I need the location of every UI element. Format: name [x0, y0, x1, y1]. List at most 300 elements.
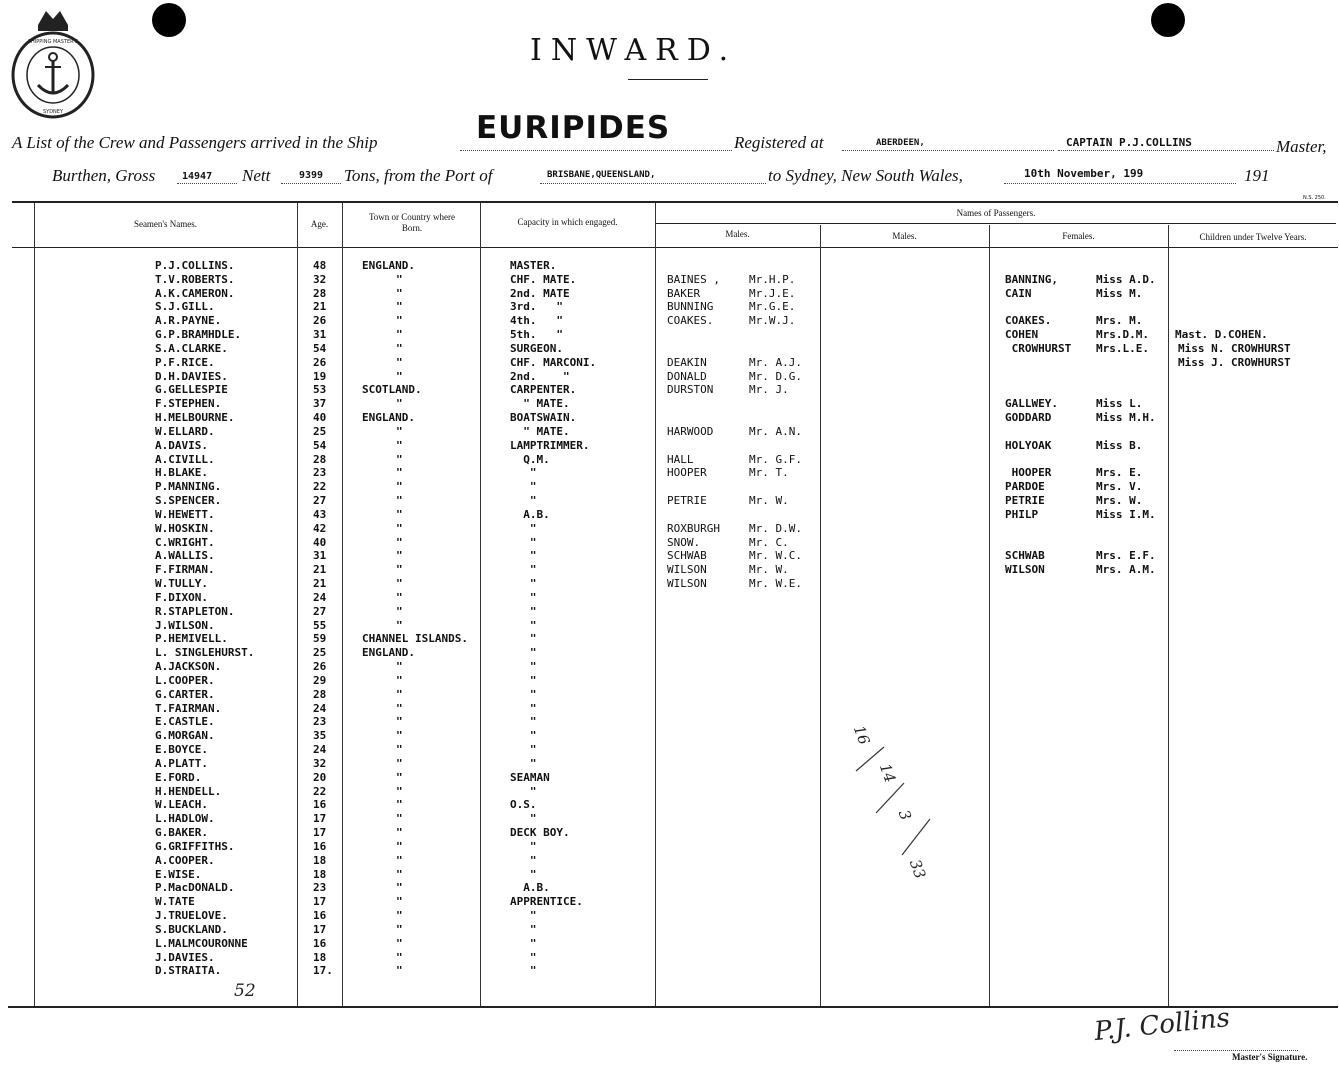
seaman-capacity: 4th. " — [510, 314, 563, 328]
tally-strokes — [850, 735, 940, 865]
seaman-capacity: " — [510, 535, 537, 549]
rule-males1 — [655, 203, 656, 1006]
male-passenger-surname: DEAKIN — [667, 355, 707, 369]
female-passenger-title: Mrs.D.M. — [1096, 328, 1149, 342]
female-passenger-surname: COHEN — [1005, 328, 1039, 342]
seaman-age: 24 — [313, 743, 327, 757]
seaman-age: 27 — [313, 604, 327, 618]
female-passenger-surname: HOOPER — [1005, 466, 1052, 480]
seaman-capacity: " — [510, 743, 537, 757]
male-passenger-title: Mr. C. — [749, 535, 789, 549]
seaman-age: 25 — [313, 646, 327, 660]
male-passenger-title: Mr. W. — [749, 494, 789, 508]
male-passenger-title: Mr.G.E. — [749, 300, 796, 314]
seaman-age: 19 — [313, 369, 327, 383]
seaman-name: C.WRIGHT. — [155, 535, 215, 549]
seaman-capacity: SURGEON. — [510, 341, 563, 355]
seaman-capacity: " — [510, 673, 537, 687]
seaman-name: P.MacDONALD. — [155, 881, 235, 895]
female-passenger-title: Miss M. — [1096, 286, 1143, 300]
seaman-name: E.BOYCE. — [155, 743, 208, 757]
seaman-age: 16 — [313, 839, 327, 853]
seaman-capacity: CHF. MATE. — [510, 272, 577, 286]
seaman-birthplace: " — [396, 452, 403, 466]
seaman-birthplace: " — [396, 397, 403, 411]
title-ornament — [628, 79, 708, 80]
seaman-name: S.J.GILL. — [155, 300, 215, 314]
seaman-birthplace: " — [396, 300, 403, 314]
seaman-birthplace: " — [396, 286, 403, 300]
seaman-birthplace: " — [396, 895, 403, 909]
nett-underline — [281, 183, 341, 184]
seaman-birthplace: " — [396, 881, 403, 895]
seaman-name: S.A.CLARKE. — [155, 341, 228, 355]
rule-males2 — [820, 225, 821, 1006]
gross-tonnage: 14947 — [182, 171, 213, 182]
port-underline — [540, 183, 766, 184]
male-passenger-surname: SCHWAB — [667, 549, 707, 563]
seaman-birthplace: " — [396, 535, 403, 549]
male-passenger-surname: ROXBURGH — [667, 521, 720, 535]
rule-females — [989, 225, 990, 1006]
seaman-name: R.STAPLETON. — [155, 604, 235, 618]
seaman-birthplace: " — [396, 798, 403, 812]
male-passenger-surname: HALL — [667, 452, 694, 466]
seaman-capacity: " — [510, 922, 537, 936]
seaman-capacity: " — [510, 494, 537, 508]
seaman-capacity: " — [510, 521, 537, 535]
seaman-name: W.TATE — [155, 895, 195, 909]
seaman-age: 22 — [313, 784, 327, 798]
seaman-capacity: " — [510, 660, 537, 674]
seaman-name: A.JACKSON. — [155, 660, 222, 674]
col-header-born: Town or Country where Born. — [368, 212, 456, 233]
seaman-birthplace: " — [396, 909, 403, 922]
male-passenger-title: Mr.J.E. — [749, 286, 796, 300]
seaman-capacity: " — [510, 549, 537, 563]
seaman-birthplace: " — [396, 701, 403, 715]
seaman-name: P.HEMIVELL. — [155, 632, 228, 646]
seaman-birthplace: " — [396, 272, 403, 286]
seaman-capacity: SEAMAN — [510, 770, 550, 784]
male-passenger-title: Mr.W.J. — [749, 314, 796, 328]
seaman-age: 18 — [313, 950, 327, 964]
seaman-age: 28 — [313, 452, 327, 466]
seaman-capacity: " — [510, 950, 537, 964]
seaman-age: 16 — [313, 909, 327, 922]
female-passenger-surname: CROWHURST — [1005, 341, 1072, 355]
seaman-birthplace: " — [396, 853, 403, 867]
seaman-capacity: " — [510, 687, 537, 701]
male-passenger-title: Mr. D.W. — [749, 521, 802, 535]
registered-port: ABERDEEN, — [876, 138, 925, 148]
female-passenger-title: Miss B. — [1096, 438, 1143, 452]
seaman-birthplace: " — [396, 729, 403, 743]
male-passenger-surname: HOOPER — [667, 466, 707, 480]
seaman-birthplace: " — [396, 604, 403, 618]
seaman-age: 40 — [313, 535, 327, 549]
seaman-name: F.FIRMAN. — [155, 563, 215, 577]
seaman-capacity: " — [510, 480, 537, 494]
seaman-capacity: APPRENTICE. — [510, 895, 583, 909]
seaman-capacity: 2nd. MATE — [510, 286, 570, 300]
seaman-age: 26 — [313, 314, 327, 328]
seaman-name: P.F.RICE. — [155, 355, 215, 369]
female-passenger-surname: PETRIE — [1005, 494, 1045, 508]
seaman-birthplace: " — [396, 549, 403, 563]
seaman-age: 32 — [313, 272, 327, 286]
female-passenger-title: Mrs. E.F. — [1096, 549, 1156, 563]
seaman-capacity: " — [510, 867, 537, 881]
master-label: Master, — [1276, 137, 1327, 156]
seaman-age: 35 — [313, 729, 327, 743]
svg-text:SHIPPING MASTER'S: SHIPPING MASTER'S — [27, 39, 79, 45]
seaman-name: J.DAVIES. — [155, 950, 215, 964]
col-header-passengers: Names of Passengers. — [956, 208, 1036, 218]
seaman-name: L.HADLOW. — [155, 812, 215, 826]
seaman-name: G.BAKER. — [155, 826, 208, 840]
male-passenger-surname: HARWOOD — [667, 424, 714, 438]
child-passenger: Miss N. CROWHURST — [1178, 341, 1291, 355]
male-passenger-surname: PETRIE — [667, 494, 707, 508]
male-passenger-surname: WILSON — [667, 577, 707, 591]
seaman-capacity: " — [510, 701, 537, 715]
punch-hole-left — [152, 3, 186, 37]
destination-label: to Sydney, New South Wales, — [768, 166, 963, 185]
seaman-name: W.TULLY. — [155, 577, 208, 591]
seaman-birthplace: " — [396, 618, 403, 632]
seaman-birthplace: " — [396, 936, 403, 950]
seaman-age: 23 — [313, 881, 327, 895]
male-passenger-title: Mr. W.E. — [749, 577, 802, 591]
seaman-birthplace: " — [396, 314, 403, 328]
date-underline — [1004, 183, 1236, 184]
seaman-name: A.DAVIS. — [155, 438, 208, 452]
seaman-birthplace: " — [396, 590, 403, 604]
seaman-capacity: A.B. — [510, 881, 550, 895]
female-passenger-title: Mrs. A.M. — [1096, 563, 1156, 577]
col-header-females: Females. — [1062, 231, 1095, 241]
female-passenger-title: Mrs. W. — [1096, 494, 1143, 508]
seaman-name: W.LEACH. — [155, 798, 208, 812]
male-passenger-title: Mr. T. — [749, 466, 789, 480]
seaman-age: 23 — [313, 466, 327, 480]
seaman-name: W.HEWETT. — [155, 507, 215, 521]
seaman-age: 17 — [313, 895, 327, 909]
child-passenger: Mast. D.COHEN. — [1175, 328, 1268, 342]
seaman-capacity: Q.M. — [510, 452, 550, 466]
seaman-birthplace: " — [396, 328, 403, 342]
seaman-name: A.R.PAYNE. — [155, 314, 222, 328]
seaman-birthplace: ENGLAND. — [362, 259, 415, 272]
seaman-name: W.HOSKIN. — [155, 521, 215, 535]
male-passenger-title: Mr. D.G. — [749, 369, 802, 383]
table-top-rule — [12, 201, 1338, 203]
seaman-capacity: BOATSWAIN. — [510, 411, 577, 425]
seaman-name: P.MANNING. — [155, 480, 222, 494]
seaman-capacity: CARPENTER. — [510, 383, 577, 397]
seaman-age: 59 — [313, 632, 327, 646]
seaman-capacity: " — [510, 715, 537, 729]
captain-underline — [1058, 150, 1274, 151]
seaman-name: G.GELLESPIE — [155, 383, 228, 397]
seaman-capacity: " MATE. — [510, 397, 570, 411]
seaman-birthplace: " — [396, 480, 403, 494]
seaman-birthplace: " — [396, 438, 403, 452]
seaman-birthplace: " — [396, 743, 403, 757]
signature-label: Master's Signature. — [1232, 1052, 1308, 1062]
registered-label: Registered at — [734, 133, 824, 152]
seaman-capacity: O.S. — [510, 798, 537, 812]
col-header-capacity: Capacity in which engaged. — [517, 217, 618, 227]
seaman-birthplace: " — [396, 355, 403, 369]
seaman-age: 27 — [313, 494, 327, 508]
male-passenger-surname: COAKES. — [667, 314, 714, 328]
female-passenger-title: Mrs. V. — [1096, 480, 1143, 494]
male-passenger-surname: WILSON — [667, 563, 707, 577]
seaman-birthplace: " — [396, 922, 403, 936]
rule-children — [1168, 225, 1169, 1006]
seaman-birthplace: " — [396, 424, 403, 438]
seaman-age: 42 — [313, 521, 327, 535]
seaman-birthplace: " — [396, 812, 403, 826]
seaman-birthplace: " — [396, 784, 403, 798]
seaman-age: 31 — [313, 549, 327, 563]
col-header-names: Seamen's Names. — [133, 219, 198, 229]
seaman-age: 16 — [313, 798, 327, 812]
male-passenger-title: Mr. G.F. — [749, 452, 802, 466]
col-header-males-1: Males. — [725, 229, 750, 239]
seaman-birthplace: " — [396, 563, 403, 577]
seaman-name: H.HENDELL. — [155, 784, 222, 798]
seaman-name: A.COOPER. — [155, 853, 215, 867]
female-passenger-surname: HOLYOAK — [1005, 438, 1052, 452]
seaman-name: F.STEPHEN. — [155, 397, 222, 411]
crew-total: 52 — [234, 981, 256, 1001]
seaman-birthplace: " — [396, 687, 403, 701]
male-passenger-surname: BAKER — [667, 286, 701, 300]
seaman-age: 20 — [313, 770, 327, 784]
seaman-age: 17 — [313, 812, 327, 826]
seaman-birthplace: CHANNEL ISLANDS. — [362, 632, 468, 646]
seaman-birthplace: " — [396, 826, 403, 840]
female-passenger-surname: WILSON — [1005, 563, 1045, 577]
seaman-age: 17 — [313, 922, 327, 936]
seaman-birthplace: " — [396, 867, 403, 881]
seaman-name: A.PLATT. — [155, 756, 208, 770]
female-passenger-title: Mrs. M. — [1096, 314, 1143, 328]
tally-children: 3 — [894, 807, 915, 823]
col-header-age: Age. — [310, 219, 329, 229]
seaman-name: P.J.COLLINS. — [155, 259, 235, 272]
seaman-capacity: " — [510, 577, 537, 591]
seaman-capacity: LAMPTRIMMER. — [510, 438, 590, 452]
seaman-age: 18 — [313, 867, 327, 881]
male-passenger-title: Mr. J. — [749, 383, 789, 397]
seaman-birthplace: " — [396, 715, 403, 729]
rule-age — [297, 203, 298, 1006]
arrival-date: 10th November, 199 — [1024, 167, 1144, 180]
col-header-children: Children under Twelve Years. — [1199, 232, 1307, 242]
seaman-birthplace: " — [396, 369, 403, 383]
seaman-age: 53 — [313, 383, 327, 397]
seaman-age: 24 — [313, 701, 327, 715]
female-passenger-surname: GALLWEY. — [1005, 397, 1058, 411]
seaman-birthplace: " — [396, 507, 403, 521]
seaman-birthplace: " — [396, 660, 403, 674]
seaman-capacity: " — [510, 590, 537, 604]
child-passenger: Miss J. CROWHURST — [1178, 355, 1291, 369]
seaman-age: 24 — [313, 590, 327, 604]
seaman-birthplace: " — [396, 673, 403, 687]
seaman-age: 21 — [313, 300, 327, 314]
seaman-age: 55 — [313, 618, 327, 632]
nett-tonnage: 9399 — [299, 170, 324, 181]
seaman-age: 29 — [313, 673, 327, 687]
seaman-name: G.P.BRAMHDLE. — [155, 328, 242, 342]
seaman-age: 21 — [313, 577, 327, 591]
seaman-age: 28 — [313, 286, 327, 300]
female-passenger-surname: BANNING, — [1005, 272, 1058, 286]
seaman-name: A.CIVILL. — [155, 452, 215, 466]
male-passenger-title: Mr.H.P. — [749, 272, 796, 286]
female-passenger-title: Miss M.H. — [1096, 411, 1156, 425]
seaman-age: 31 — [313, 328, 327, 342]
seaman-name: T.FAIRMAN. — [155, 701, 222, 715]
rule-capacity — [480, 203, 481, 1006]
ship-name-underline — [460, 150, 732, 151]
seaman-capacity: " — [510, 839, 537, 853]
seaman-capacity: " — [510, 909, 537, 922]
seaman-name: F.DIXON. — [155, 590, 208, 604]
seaman-age: 17. — [313, 964, 333, 978]
seaman-capacity: " — [510, 964, 537, 978]
seaman-name: H.MELBOURNE. — [155, 411, 235, 425]
seaman-capacity: " — [510, 466, 537, 480]
header-bottom-rule — [12, 247, 1338, 248]
seaman-birthplace: " — [396, 521, 403, 535]
registered-underline — [842, 150, 1054, 151]
seaman-name: L.COOPER. — [155, 673, 215, 687]
seaman-age: 43 — [313, 507, 327, 521]
seaman-capacity: " — [510, 853, 537, 867]
seaman-capacity: CHF. MARCONI. — [510, 355, 597, 369]
male-passenger-title: Mr. W. — [749, 563, 789, 577]
seaman-birthplace: " — [396, 950, 403, 964]
seaman-capacity: 2nd. " — [510, 369, 570, 383]
seaman-age: 16 — [313, 936, 327, 950]
tons-port-label: Tons, from the Port of — [344, 166, 493, 185]
seaman-capacity: " — [510, 646, 537, 660]
seaman-birthplace: " — [396, 770, 403, 784]
seaman-capacity: MASTER. — [510, 259, 557, 272]
seaman-birthplace: " — [396, 341, 403, 355]
rule-born — [342, 203, 343, 1006]
seaman-name: H.BLAKE. — [155, 466, 208, 480]
svg-text:SYDNEY: SYDNEY — [42, 109, 64, 115]
seaman-name: S.BUCKLAND. — [155, 922, 228, 936]
seaman-capacity: " — [510, 936, 537, 950]
form-title: INWARD. — [530, 33, 738, 68]
seaman-capacity: " — [510, 563, 537, 577]
signature-underline — [1174, 1050, 1298, 1051]
seaman-name: G.GRIFFITHS. — [155, 839, 235, 853]
seaman-birthplace: " — [396, 577, 403, 591]
ship-name: EURIPIDES — [476, 110, 671, 146]
seaman-name: G.MORGAN. — [155, 729, 215, 743]
seaman-capacity: " — [510, 784, 537, 798]
male-passenger-title: Mr. W.C. — [749, 549, 802, 563]
seaman-birthplace: " — [396, 494, 403, 508]
female-passenger-title: Miss L. — [1096, 397, 1143, 411]
list-heading-text: A List of the Crew and Passengers arrived in the Ship — [12, 133, 378, 152]
seaman-capacity: " — [510, 618, 537, 632]
master-signature: P.J. Collins — [1092, 1002, 1232, 1048]
seaman-name: J.WILSON. — [155, 618, 215, 632]
female-passenger-surname: COAKES. — [1005, 314, 1052, 328]
seaman-name: J.TRUELOVE. — [155, 909, 228, 922]
gross-underline — [177, 183, 237, 184]
seaman-age: 17 — [313, 826, 327, 840]
seaman-capacity: " — [510, 729, 537, 743]
tally-females: 14 — [875, 760, 900, 786]
seaman-name: E.CASTLE. — [155, 715, 215, 729]
captain-name: CAPTAIN P.J.COLLINS — [1066, 136, 1192, 149]
seaman-name: T.V.ROBERTS. — [155, 272, 235, 286]
seaman-birthplace: " — [396, 964, 403, 978]
seaman-age: 18 — [313, 853, 327, 867]
seaman-name: D.H.DAVIES. — [155, 369, 228, 383]
seaman-age: 26 — [313, 355, 327, 369]
nett-label: Nett — [242, 166, 271, 185]
female-passenger-surname: SCHWAB — [1005, 549, 1045, 563]
department-seal — [8, 5, 98, 120]
seaman-birthplace: SCOTLAND. — [362, 383, 422, 397]
seaman-age: 23 — [313, 715, 327, 729]
female-passenger-surname: GODDARD — [1005, 411, 1052, 425]
male-passenger-surname: BUNNING — [667, 300, 714, 314]
seaman-name: D.STRAITA. — [155, 964, 222, 978]
seaman-name: A.WALLIS. — [155, 549, 215, 563]
female-passenger-surname: PARDOE — [1005, 480, 1045, 494]
male-passenger-title: Mr. A.J. — [749, 355, 802, 369]
seaman-name: S.SPENCER. — [155, 494, 222, 508]
seaman-age: 48 — [313, 259, 327, 272]
seaman-name: L. SINGLEHURST. — [155, 646, 255, 660]
year-suffix: 191 — [1244, 166, 1270, 185]
seaman-name: W.ELLARD. — [155, 424, 215, 438]
male-passenger-surname: BAINES , — [667, 272, 720, 286]
form-number: N.S. 250. — [1303, 195, 1326, 201]
seaman-capacity: " — [510, 632, 537, 646]
seaman-capacity: " — [510, 812, 537, 826]
seaman-age: 26 — [313, 660, 327, 674]
seaman-birthplace: ENGLAND. — [362, 411, 415, 425]
seaman-name: L.MALMCOURONNE — [155, 936, 248, 950]
seaman-birthplace: ENGLAND. — [362, 646, 415, 660]
seaman-age: 37 — [313, 397, 327, 411]
female-passenger-surname: PHILP — [1005, 507, 1039, 521]
male-passenger-surname: SNOW. — [667, 535, 701, 549]
seaman-name: G.CARTER. — [155, 687, 215, 701]
female-passenger-surname: CAIN — [1005, 286, 1032, 300]
female-passenger-title: Mrs.L.E. — [1096, 341, 1149, 355]
table-bottom-rule — [8, 1006, 1338, 1008]
seaman-age: 28 — [313, 687, 327, 701]
male-passenger-surname: DONALD — [667, 369, 707, 383]
punch-hole-right — [1151, 3, 1185, 37]
seaman-age: 32 — [313, 756, 327, 770]
